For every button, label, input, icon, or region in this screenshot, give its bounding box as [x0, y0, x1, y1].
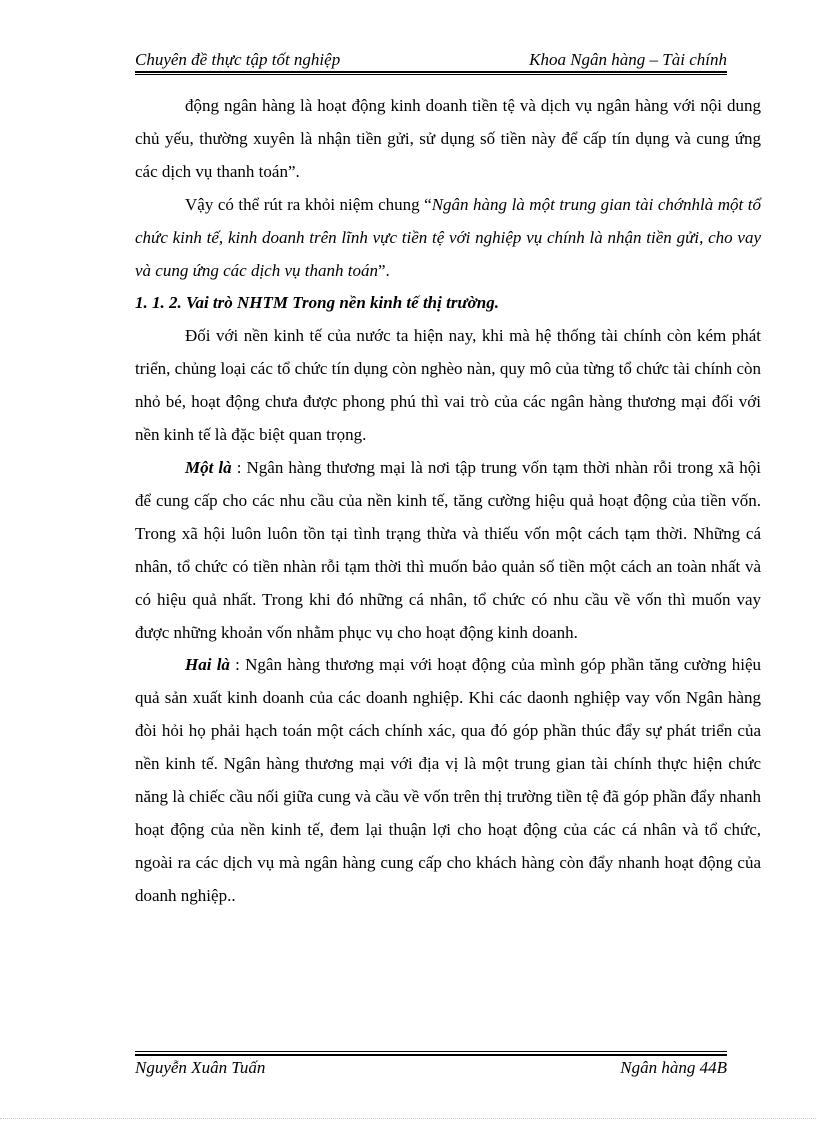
section-heading: 1. 1. 2. Vai trò NHTM Trong nền kinh tế thị trường.	[135, 293, 499, 313]
footer-class: Ngân hàng 44B	[620, 1058, 727, 1077]
paragraph-2-definition: Ngân hàng là một trung gian tài chớnhlà một tổ chức kinh tế, kinh doanh trên lĩnh vực tiền tệ với nghiệp vụ chính là nhận tiền gửi, cho vay và cung ứng các dịch vụ thanh toán	[135, 194, 761, 280]
page-footer	[135, 1056, 727, 1080]
paragraph-2-suffix: ”.	[377, 260, 390, 280]
paragraph-5-lead: Hai là	[185, 655, 230, 675]
page-header	[135, 48, 727, 72]
paragraph-1: động ngân hàng là hoạt động kinh doanh tiền tệ và dịch vụ ngân hàng với nội dung chủ yếu, thường xuyên là nhận tiền gửi, sử dụng số tiền này để cấp tín dụng và cung ứng các dịch vụ thanh toán”.	[135, 96, 761, 181]
page-bottom-edge	[0, 1118, 816, 1119]
header-document-title: Chuyên đề thực tập tốt nghiệp	[135, 50, 341, 69]
paragraph-3: Đối với nền kinh tế của nước ta hiện nay, khi mà hệ thống tài chính còn kém phát triển, chủng loại các tổ chức tín dụng còn nghèo nàn, quy mô của từng tổ chức tài chính còn nhỏ bé, hoạt động chưa được phong phú thì vai trò của các ngân hàng thương mại đối với nền kinh tế là đặc biệt quan trọng.	[135, 326, 761, 445]
paragraph-2-prefix: Vậy có thể rút ra khỏi niệm chung “	[185, 194, 432, 214]
header-department: Khoa Ngân hàng – Tài chính	[529, 50, 727, 69]
paragraph-4-text: : Ngân hàng thương mại là nơi tập trung vốn tạm thời nhàn rỗi trong xã hội để cung cấp cho các nhu cầu của nền kinh tế, tăng cường hiệu quả hoạt động của tiền vốn. Trong xã hội luôn luôn tồn tại tình trạng thừa và thiếu vốn một cách tạm thời. Những cá nhân, tổ chức có tiền nhàn rỗi tạm thời thì muốn bảo quản số tiền một cách an toàn nhất và có hiệu quả nhất. Trong khi đó những cá nhân, tổ chức có nhu cầu về vốn thì muốn vay được những khoản vốn nhằm phục vụ cho hoạt động kinh doanh.	[135, 457, 762, 642]
page-body	[135, 90, 761, 913]
paragraph-5	[135, 649, 761, 912]
paragraph-4	[135, 452, 761, 649]
footer-author: Nguyễn Xuân Tuấn	[135, 1058, 266, 1077]
header-double-rule	[135, 71, 727, 75]
paragraph-2	[135, 189, 761, 288]
paragraph-5-text: : Ngân hàng thương mại với hoạt động của mình góp phần tăng cường hiệu quả sản xuất kinh doanh của các doanh nghiệp. Khi các daonh nghiệp vay vốn Ngân hàng đòi hỏi họ phải hạch toán một cách chính xác, qua đó góp phần thúc đẩy sự phát triển của nền kinh tế. Ngân hàng thương mại với địa vị là một trung gian tài chính thực hiện chức năng là chiếc cầu nối giữa cung và cầu về vốn trên thị trường tiền tệ đã góp phần đẩy nhanh hoạt động của nền kinh tế, đem lại thuận lợi cho hoạt động của các cá nhân và tổ chức, ngoài ra các dịch vụ mà ngân hàng cung cấp cho khách hàng còn đẩy nhanh hoạt động của doanh nghiệp..	[135, 655, 762, 905]
paragraph-4-lead: Một là	[185, 457, 232, 477]
